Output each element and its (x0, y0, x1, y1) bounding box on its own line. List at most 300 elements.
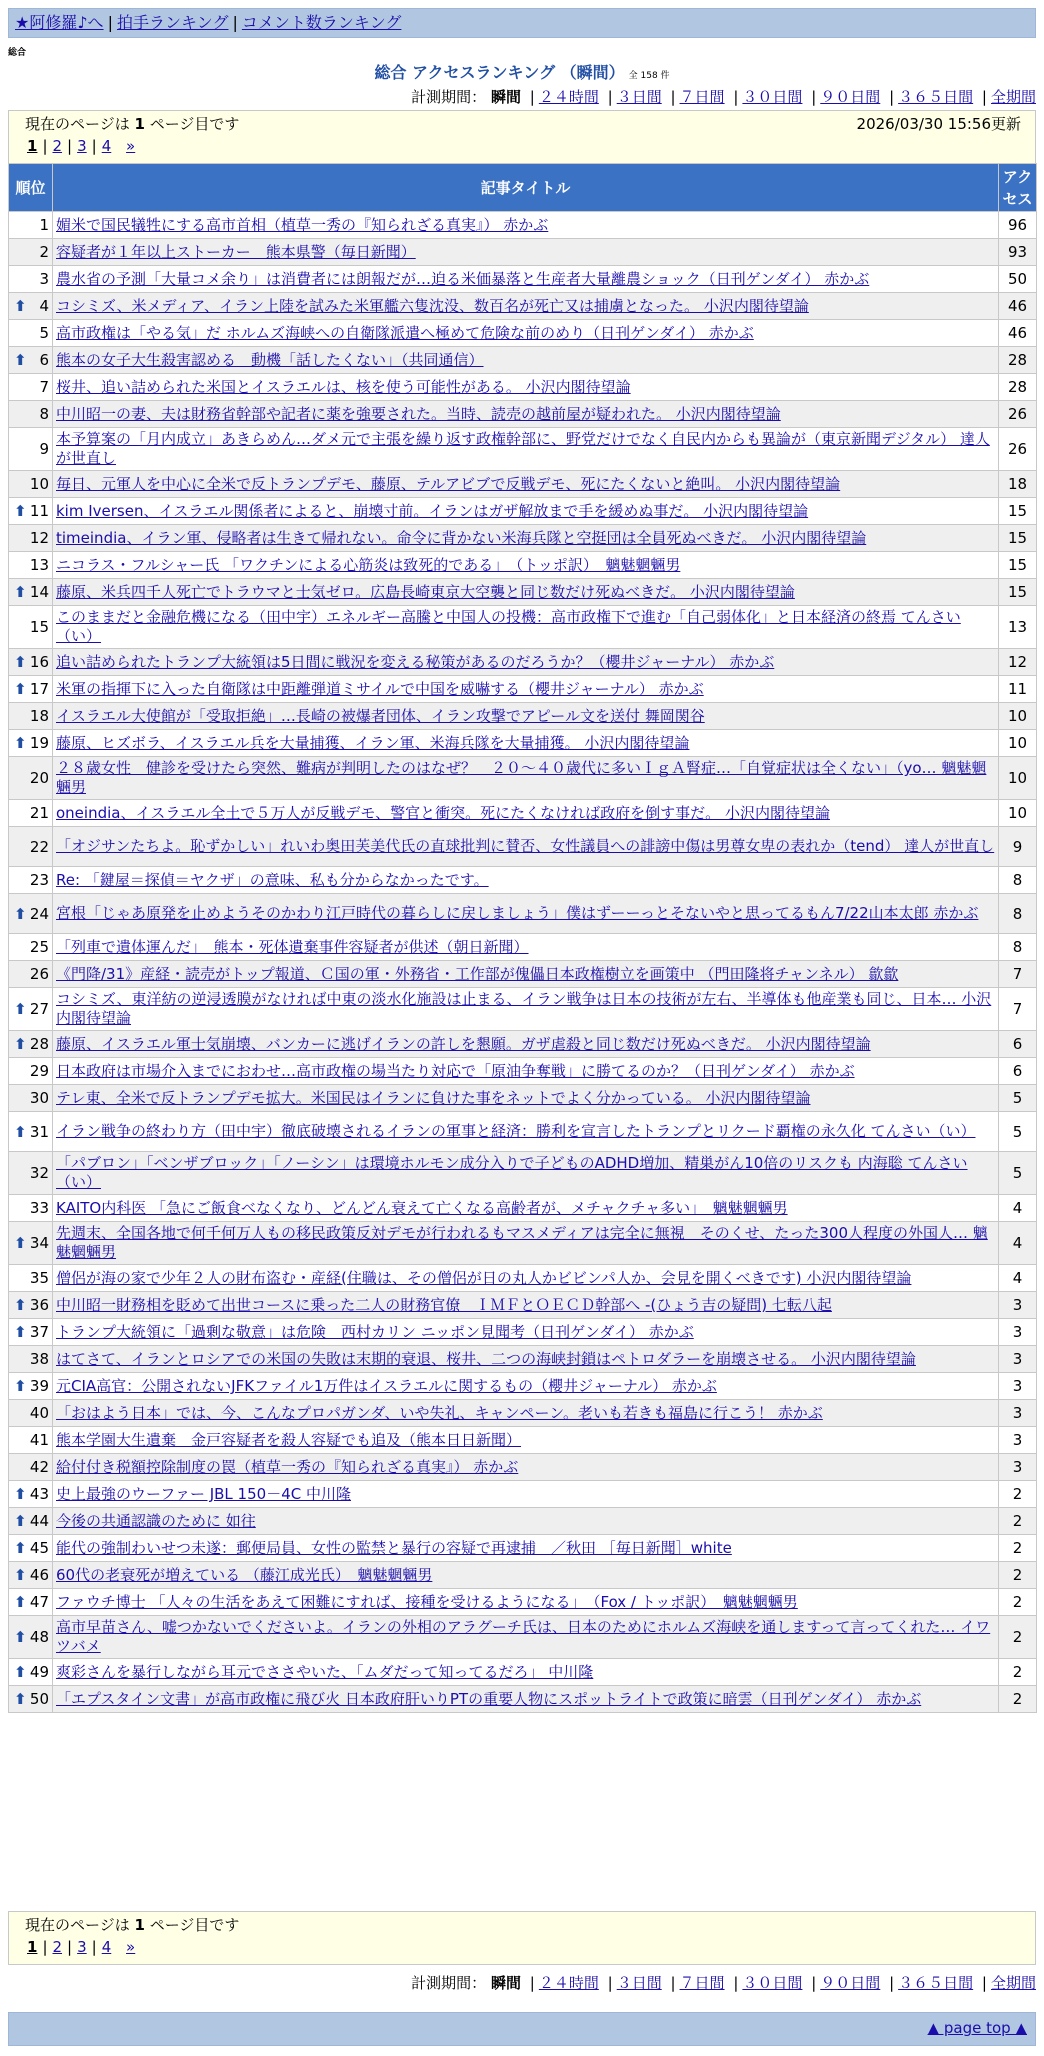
table-row (9, 320, 1037, 347)
title-cell (53, 703, 999, 730)
rank-number: 21 (29, 804, 49, 822)
access-count: 50 (999, 266, 1037, 293)
title-cell (53, 320, 999, 347)
rank-up-arrow-icon: ⬆ (14, 904, 27, 923)
rank-number: 19 (29, 734, 49, 752)
article-title-link[interactable]: 中川昭一の妻、夫は財務省幹部や記者に薬を強要された。当時、読売の越前屋が疑われた。 小沢内閣待望論 (56, 405, 781, 423)
article-title-link[interactable]: 熊本学園大生遺棄 金戸容疑者を殺人容疑でも追及（熊本日日新聞） (56, 1431, 522, 1449)
pager-link-4[interactable]: 4 (101, 1938, 112, 1956)
access-count: 10 (999, 757, 1037, 800)
period-link-24h[interactable]: ２４時間 (538, 88, 599, 106)
rank-cell (9, 1373, 53, 1400)
title-cell (53, 1319, 999, 1346)
title-cell (53, 1292, 999, 1319)
rank-number: 33 (29, 1199, 49, 1217)
page-info-top (8, 110, 1036, 164)
title-cell (53, 579, 999, 606)
pager-link-2[interactable]: 2 (52, 137, 63, 155)
pager-current: 1 (27, 137, 38, 155)
article-title-link[interactable]: 《門降/31》産経・読売がトップ報道、Ｃ国の軍・外務省・工作部が傀儡日本政権樹立を画策中 （門田隆将チャンネル） 歙歙 (56, 965, 899, 983)
rank-up-arrow-icon: ⬆ (14, 1539, 27, 1557)
rank-number: 49 (29, 1663, 49, 1681)
rank-cell (9, 498, 53, 525)
article-title-link[interactable]: kim Iversen、イスラエル関係者によると、崩壊寸前。イランはガザ解放まで手を緩めぬ事だ。 小沢内閣待望論 (56, 502, 809, 520)
title-cell (53, 1589, 999, 1616)
rank-number: 2 (39, 243, 49, 261)
rank-number: 47 (29, 1593, 49, 1611)
rank-number: 50 (29, 1690, 49, 1708)
pager-link-4[interactable]: 4 (101, 137, 112, 155)
rank-up-arrow-icon: ⬆ (14, 351, 27, 369)
access-count: 2 (999, 1589, 1037, 1616)
period-label: 計測期間： (411, 88, 487, 106)
article-title-link[interactable]: 桜井、追い詰められた米国とイスラエルは、核を使う可能性がある。 小沢内閣待望論 (56, 378, 631, 396)
title-cell (53, 757, 999, 800)
pager-next[interactable]: » (126, 1938, 136, 1956)
title-cell (53, 1346, 999, 1373)
article-title-link[interactable]: イラン戦争の終わり方（田中宇）徹底破壊されるイランの軍事と経済：勝利を宣言したトランプとリクード覇権の永久化 てんさい（い） (56, 1122, 976, 1140)
rank-cell (9, 1508, 53, 1535)
rank-cell (9, 552, 53, 579)
rank-up-arrow-icon: ⬆ (14, 653, 27, 671)
article-title-link[interactable]: ニコラス・フルシャー氏 「ワクチンによる心筋炎は致死的である」 （トッポ訳） 魑魅魍魎男 (56, 556, 681, 574)
page-top-link[interactable]: ▲ page top ▲ (927, 2019, 1027, 2037)
table-row (9, 961, 1037, 988)
pager-top: 1 | 2 | 3 | 4 » (27, 137, 136, 155)
rank-number: 17 (29, 680, 49, 698)
title-cell (53, 1373, 999, 1400)
article-title-link[interactable]: 僧侶が海の家で少年２人の財布盗む・産経(住職は、その僧侶が日の丸人かビビンパ人か、会見を開くべきです) 小沢内閣待望論 (56, 1269, 912, 1287)
rank-number: 14 (29, 583, 49, 601)
table-row (9, 1454, 1037, 1481)
rank-up-arrow-icon: ⬆ (14, 1234, 27, 1252)
title-cell (53, 1058, 999, 1085)
rank-number: 43 (29, 1485, 49, 1503)
access-count: 18 (999, 471, 1037, 498)
article-title-link[interactable]: ファウチ博士 「人々の生活をあえて困難にすれば、接種を受けるようになる」 （Fox / トッポ訳） 魑魅魍魎男 (56, 1593, 798, 1611)
table-row (9, 552, 1037, 579)
article-title-link[interactable]: 能代の強制わいせつ未遂：郵便局員、女性の監禁と暴行の容疑で再逮捕 ／秋田 ［毎日新聞］white (56, 1539, 732, 1557)
article-title-link[interactable]: KAITO内科医 「急にご飯食べなくなり、どんどん衰えて亡くなる高齢者が、メチャクチャ多い」 魑魅魍魎男 (56, 1199, 788, 1217)
period-selector-bottom: 計測期間： 瞬間 | ２４時間 | ３日間 | ７日間 | ３０日間 | ９０日間 | ３６５日間 | 全期間 (411, 1974, 1036, 1992)
rank-up-arrow-icon: ⬆ (14, 1593, 27, 1611)
access-count: 3 (999, 1373, 1037, 1400)
table-row (9, 827, 1037, 867)
access-count: 8 (999, 934, 1037, 961)
article-title-link[interactable]: コシミズ、米メディア、イラン上陸を試みた米軍艦六隻沈没、数百名が死亡又は捕虜となった。 小沢内閣待望論 (56, 297, 809, 315)
article-title-link[interactable]: 「列車で遺体運んだ」 熊本・死体遺棄事件容疑者が供述（朝日新聞） (56, 938, 529, 956)
access-count: 3 (999, 1292, 1037, 1319)
table-row (9, 1562, 1037, 1589)
rank-cell (9, 1535, 53, 1562)
table-row (9, 1222, 1037, 1265)
access-count: 3 (999, 1319, 1037, 1346)
rank-number: 38 (29, 1350, 49, 1368)
access-count: 28 (999, 347, 1037, 374)
rank-cell (9, 579, 53, 606)
rank-cell (9, 1292, 53, 1319)
rank-number: 27 (29, 1000, 49, 1018)
title-cell (53, 961, 999, 988)
article-title-link[interactable]: 藤原、ヒズボラ、イスラエル兵を大量捕獲、イラン軍、米海兵隊を大量捕獲。 小沢内閣待望論 (56, 734, 690, 752)
rank-number: 31 (29, 1122, 49, 1141)
article-title-link[interactable]: トランプ大統領に「過剰な敬意」は危険 西村カリン ニッポン見聞考（日刊ゲンダイ） 赤かぶ (56, 1323, 694, 1341)
rank-cell (9, 1195, 53, 1222)
rank-cell (9, 239, 53, 266)
rank-cell (9, 1085, 53, 1112)
rank-cell (9, 1152, 53, 1195)
title-cell (53, 266, 999, 293)
period-link-3d[interactable]: ３日間 (616, 88, 662, 106)
access-count: 3 (999, 1400, 1037, 1427)
bottom-bar (8, 2012, 1036, 2046)
table-row (9, 606, 1037, 649)
rank-up-arrow-icon: ⬆ (14, 1122, 27, 1141)
rank-cell (9, 730, 53, 757)
table-row (9, 1373, 1037, 1400)
rank-number: 10 (29, 475, 49, 493)
access-count: 2 (999, 1562, 1037, 1589)
period-current: 瞬間 (490, 88, 521, 106)
article-title-link[interactable]: 今後の共通認識のために 如往 (56, 1512, 256, 1530)
rank-cell (9, 649, 53, 676)
rank-cell (9, 867, 53, 894)
period-link-365d[interactable]: ３６５日間 (898, 88, 974, 106)
rank-up-arrow-icon: ⬆ (14, 1628, 27, 1646)
article-title-link[interactable]: 農水省の予測「大量コメ余り」は消費者には朗報だが…迫る米価暴落と生産者大量離農ショック（日刊ゲンダイ） 赤かぶ (56, 270, 870, 288)
pager-link-2[interactable]: 2 (52, 1938, 63, 1956)
table-row (9, 1152, 1037, 1195)
article-title-link[interactable]: 「パブロン」「ベンザブロック」「ノーシン」は環境ホルモン成分入りで子どものADHD増加、精巣がん10倍のリスクも 内海聡 てんさい（い） (56, 1154, 968, 1191)
rank-cell (9, 1031, 53, 1058)
table-row (9, 212, 1037, 239)
access-count: 4 (999, 1195, 1037, 1222)
title-cell (53, 1562, 999, 1589)
table-row (9, 1085, 1037, 1112)
rank-cell (9, 374, 53, 401)
period-link-365d[interactable]: ３６５日間 (898, 1974, 974, 1992)
period-label: 計測期間： (411, 1974, 487, 1992)
access-count: 5 (999, 1152, 1037, 1195)
rank-number: 34 (29, 1234, 49, 1252)
rank-cell (9, 961, 53, 988)
title-cell (53, 498, 999, 525)
rank-number: 24 (29, 904, 49, 923)
title-cell (53, 649, 999, 676)
pager-link-3[interactable]: 3 (77, 1938, 87, 1956)
article-title-link[interactable]: 先週末、全国各地で何千何万人もの移民政策反対デモが行われるもマスメディアは完全に無視 そのくせ、たった300人程度の外国人… 魑魅魍魎男 (56, 1224, 988, 1261)
updated-timestamp: 2026/03/30 15:56更新 (856, 115, 1021, 133)
article-title-link[interactable]: コシミズ、東洋紡の逆浸透膜がなければ中東の淡水化施設は止まる、イラン戦争は日本の技術が左右、半導体も他産業も同じ、日本… 小沢内閣待望論 (56, 990, 992, 1027)
access-count: 7 (999, 961, 1037, 988)
nav-link-asyura[interactable]: ★阿修羅♪へ (15, 13, 104, 32)
rank-number: 28 (29, 1035, 49, 1053)
rank-cell (9, 1454, 53, 1481)
access-count: 11 (999, 676, 1037, 703)
period-link-all[interactable]: 全期間 (990, 1974, 1036, 1992)
article-title-link[interactable]: 中川昭一財務相を貶めて出世コースに乗った二人の財務官僚 ＩＭＦとＯＥＣＤ幹部へ -(ひょう吉の疑問) 七転八起 (56, 1296, 832, 1314)
article-title-link[interactable]: 元CIA高官：公開されないJFKファイル1万件はイスラエルに関するもの（櫻井ジャーナル） 赤かぶ (56, 1377, 717, 1395)
access-count: 2 (999, 1481, 1037, 1508)
rank-cell (9, 934, 53, 961)
article-title-link[interactable]: 藤原、イスラエル軍士気崩壊、バンカーに逃げイランの許しを懇願。ガザ虐殺と同じ数だけ死ぬべきだ。 小沢内閣待望論 (56, 1035, 871, 1053)
access-count: 6 (999, 1031, 1037, 1058)
rank-cell (9, 401, 53, 428)
rank-number: 44 (29, 1512, 49, 1530)
rank-up-arrow-icon: ⬆ (14, 734, 27, 752)
access-count: 10 (999, 730, 1037, 757)
total-count: 全 158 件 (628, 71, 670, 81)
access-count: 6 (999, 1058, 1037, 1085)
table-row (9, 1292, 1037, 1319)
title-cell (53, 1085, 999, 1112)
table-row (9, 1195, 1037, 1222)
article-title-link[interactable]: Re: 「鍵屋＝探偵＝ヤクザ」の意味、私も分からなかったです。 (56, 871, 489, 889)
title-cell (53, 1686, 999, 1713)
title-cell (53, 1659, 999, 1686)
table-row (9, 471, 1037, 498)
rank-number: 15 (29, 618, 49, 636)
article-title-link[interactable]: 日本政府は市場介入までにおわせ…高市政権の場当たり対応で「原油争奪戦」に勝てるのか？（日刊ゲンダイ） 赤かぶ (56, 1062, 855, 1080)
rank-cell (9, 1346, 53, 1373)
access-count: 9 (999, 827, 1037, 867)
rank-number: 37 (29, 1323, 49, 1341)
title-cell (53, 428, 999, 471)
rank-up-arrow-icon: ⬆ (14, 1296, 27, 1314)
pager-bottom: 1 | 2 | 3 | 4 » (27, 1938, 136, 1956)
article-title-link[interactable]: 媚米で国民犠牲にする高市首相（植草一秀の『知られざる真実』） 赤かぶ (56, 216, 549, 234)
title-cell (53, 525, 999, 552)
period-link-7d[interactable]: ７日間 (679, 1974, 725, 1992)
rank-cell (9, 293, 53, 320)
article-title-link[interactable]: 爽彩さんを暴行しながら耳元でささやいた、「ムダだって知ってるだろ」 中川隆 (56, 1663, 594, 1681)
rank-number: 45 (29, 1539, 49, 1557)
header-access: アクセス (999, 164, 1037, 212)
title-cell (53, 1152, 999, 1195)
rank-cell (9, 676, 53, 703)
rank-number: 11 (29, 502, 49, 520)
title-cell (53, 1400, 999, 1427)
article-title-link[interactable]: 高市早苗さん、嘘つかないでくださいよ。イランの外相のアラグーチ氏は、日本のためにホルムズ海峡を通しますって言ってくれた… イワツバメ (56, 1618, 991, 1655)
article-title-link[interactable]: 毎日、元軍人を中心に全米で反トランプデモ、藤原、テルアビブで反戦デモ、死にたくないと絶叫。 小沢内閣待望論 (56, 475, 841, 493)
access-count: 15 (999, 552, 1037, 579)
access-count: 2 (999, 1686, 1037, 1713)
table-row (9, 1659, 1037, 1686)
article-title-link[interactable]: 給付付き税額控除制度の罠（植草一秀の『知られざる真実』） 赤かぶ (56, 1458, 519, 1476)
rank-number: 29 (29, 1062, 49, 1080)
rank-up-arrow-icon: ⬆ (14, 583, 27, 601)
rank-cell (9, 428, 53, 471)
title-cell (53, 676, 999, 703)
rank-number: 4 (39, 297, 49, 315)
period-link-30d[interactable]: ３０日間 (742, 1974, 803, 1992)
rank-up-arrow-icon: ⬆ (14, 1377, 27, 1395)
access-count: 7 (999, 988, 1037, 1031)
rank-up-arrow-icon: ⬆ (14, 1035, 27, 1053)
title-cell (53, 1222, 999, 1265)
rank-up-arrow-icon: ⬆ (14, 1566, 27, 1584)
rank-number: 39 (29, 1377, 49, 1395)
rank-number: 6 (39, 351, 49, 369)
rank-number: 16 (29, 653, 49, 671)
access-count: 12 (999, 649, 1037, 676)
access-count: 28 (999, 374, 1037, 401)
title-cell (53, 988, 999, 1031)
table-row (9, 374, 1037, 401)
rank-up-arrow-icon: ⬆ (14, 1323, 27, 1341)
article-title-link[interactable]: 米軍の指揮下に入った自衛隊は中距離弾道ミサイルで中国を威嚇する（櫻井ジャーナル） 赤かぶ (56, 680, 704, 698)
article-title-link[interactable]: 60代の老衰死が増えている （藤江成光氏） 魑魅魍魎男 (56, 1566, 433, 1584)
period-link-all[interactable]: 全期間 (990, 88, 1036, 106)
table-row (9, 1508, 1037, 1535)
rank-cell (9, 1562, 53, 1589)
table-row (9, 293, 1037, 320)
article-title-link[interactable]: oneindia、イスラエル全土で５万人が反戦デモ、警官と衝突。死にたくなければ政府を倒す事だ。 小沢内閣待望論 (56, 804, 830, 822)
title-cell (53, 1508, 999, 1535)
access-count: 26 (999, 401, 1037, 428)
access-count: 15 (999, 579, 1037, 606)
nav-separator: | (232, 13, 238, 32)
rank-number: 12 (29, 529, 49, 547)
rank-number: 41 (29, 1431, 49, 1449)
period-link-90d[interactable]: ９０日間 (820, 1974, 881, 1992)
article-title-link[interactable]: 熊本の女子大生殺害認める 動機「話したくない」（共同通信） (56, 351, 484, 369)
rank-up-arrow-icon: ⬆ (14, 680, 27, 698)
rank-up-arrow-icon: ⬆ (14, 1000, 27, 1018)
article-title-link[interactable]: 「エプスタイン文書」が高市政権に飛び火 日本政府肝いりPTの重要人物にスポットライトで政策に暗雲（日刊ゲンダイ） 赤かぶ (56, 1690, 922, 1708)
rank-cell (9, 1659, 53, 1686)
rank-number: 7 (39, 378, 49, 396)
title-cell (53, 1481, 999, 1508)
pager-link-3[interactable]: 3 (77, 137, 87, 155)
table-row (9, 867, 1037, 894)
header-rank: 順位 (9, 164, 53, 212)
article-title-link[interactable]: イスラエル大使館が「受取拒絶」…長崎の被爆者団体、イラン攻撃でアピール文を送付 舞岡関谷 (56, 707, 705, 725)
title-cell (53, 730, 999, 757)
access-count: 8 (999, 867, 1037, 894)
rank-cell (9, 212, 53, 239)
rank-cell (9, 320, 53, 347)
article-title-link[interactable]: 「おはよう日本」では、今、こんなプロパガンダ、いや失礼、キャンペーン。老いも若きも福島に行こう！ 赤かぶ (56, 1404, 823, 1422)
rank-cell (9, 1222, 53, 1265)
table-row (9, 649, 1037, 676)
title-cell (53, 1535, 999, 1562)
rank-cell (9, 471, 53, 498)
article-title-link[interactable]: 追い詰められたトランプ大統領は5日間に戦況を変える秘策があるのだろうか？（櫻井ジャーナル） 赤かぶ (56, 653, 775, 671)
access-count: 5 (999, 1085, 1037, 1112)
article-title-link[interactable]: 高市政権は「やる気」だ ホルムズ海峡への自衛隊派遣へ極めて危険な前のめり（日刊ゲンダイ） 赤かぶ (56, 324, 754, 342)
table-row (9, 988, 1037, 1031)
rank-number: 35 (29, 1269, 49, 1287)
category-label: 総合 (8, 48, 27, 58)
title-cell (53, 606, 999, 649)
access-count: 4 (999, 1265, 1037, 1292)
article-title-link[interactable]: 本予算案の「月内成立」あきらめん…ダメ元で主張を繰り返す政権幹部に、野党だけでなく自民内からも異論が（東京新聞デジタル） 達人が世直し (56, 430, 990, 467)
title-cell (53, 867, 999, 894)
table-row (9, 579, 1037, 606)
period-link-24h[interactable]: ２４時間 (538, 1974, 599, 1992)
table-row (9, 934, 1037, 961)
table-row (9, 1589, 1037, 1616)
page-title-text: 総合 アクセスランキング （瞬間） (374, 63, 625, 82)
article-title-link[interactable]: このままだと金融危機になる（田中宇）エネルギー高騰と中国人の投機：高市政権下で進む「自己弱体化」と日本経済の終焉 てんさい（い） (56, 608, 961, 645)
rank-cell (9, 1481, 53, 1508)
ranking-body (9, 212, 1037, 1713)
article-title-link[interactable]: 容疑者が１年以上ストーカー 熊本県警（毎日新聞） (56, 243, 416, 261)
table-row (9, 401, 1037, 428)
article-title-link[interactable]: 宮根「じゃあ原発を止めようそのかわり江戸時代の暮らしに戻しましょう」僕はずーーっとそないやと思ってるもん7/22山本太郎 赤かぶ (56, 904, 979, 922)
table-row (9, 1058, 1037, 1085)
page-title (0, 60, 1044, 83)
article-title-link[interactable]: 「オジサンたちよ。恥ずかしい」れいわ奥田芙美代氏の直球批判に賛否、女性議員への誹謗中傷は男尊女卑の表れか（tend） 達人が世直し (56, 837, 995, 855)
header-title: 記事タイトル (53, 164, 999, 212)
access-count: 4 (999, 1222, 1037, 1265)
rank-up-arrow-icon: ⬆ (14, 1663, 27, 1681)
rank-number: 20 (29, 769, 49, 787)
access-count: 2 (999, 1659, 1037, 1686)
table-row (9, 1616, 1037, 1659)
rank-cell (9, 1400, 53, 1427)
rank-number: 9 (39, 440, 49, 458)
article-title-link[interactable]: 史上最強のウーファー JBL 150－4C 中川隆 (56, 1485, 351, 1503)
access-count: 13 (999, 606, 1037, 649)
table-row (9, 266, 1037, 293)
nav-link-comment-ranking[interactable]: コメント数ランキング (241, 13, 402, 32)
access-count: 2 (999, 1616, 1037, 1659)
rank-number: 30 (29, 1089, 49, 1107)
page-info-bottom (8, 1911, 1036, 1965)
period-link-90d[interactable]: ９０日間 (820, 88, 881, 106)
title-cell (53, 1616, 999, 1659)
table-row (9, 428, 1037, 471)
rank-cell (9, 1686, 53, 1713)
table-row (9, 800, 1037, 827)
title-cell (53, 293, 999, 320)
rank-cell (9, 1058, 53, 1085)
rank-cell (9, 1265, 53, 1292)
pager-current: 1 (27, 1938, 38, 1956)
article-title-link[interactable]: 藤原、米兵四千人死亡でトラウマと士気ゼロ。広島長崎東京大空襲と同じ数だけ死ぬべきだ。 小沢内閣待望論 (56, 583, 795, 601)
rank-up-arrow-icon: ⬆ (14, 1485, 27, 1503)
rank-number: 25 (29, 938, 49, 956)
rank-number: 32 (29, 1164, 49, 1182)
title-cell (53, 471, 999, 498)
access-count: 93 (999, 239, 1037, 266)
period-selector-top: 計測期間： 瞬間 | ２４時間 | ３日間 | ７日間 | ３０日間 | ９０日間 | ３６５日間 | 全期間 (411, 88, 1036, 106)
nav-link-clap-ranking[interactable]: 拍手ランキング (116, 13, 229, 32)
article-title-link[interactable]: テレ東、全米で反トランプデモ拡大。米国民はイランに負けた事をネットでよく分かっている。 小沢内閣待望論 (56, 1089, 811, 1107)
title-cell (53, 1031, 999, 1058)
period-link-3d[interactable]: ３日間 (616, 1974, 662, 1992)
rank-number: 18 (29, 707, 49, 725)
rank-cell (9, 827, 53, 867)
article-title-link[interactable]: timeindia、イラン軍、侵略者は生きて帰れない。命令に背かない米海兵隊と空挺団は全員死ぬべきだ。 小沢内閣待望論 (56, 529, 867, 547)
pager-next[interactable]: » (126, 137, 136, 155)
title-cell (53, 374, 999, 401)
rank-number: 40 (29, 1404, 49, 1422)
access-count: 10 (999, 703, 1037, 730)
access-count: 15 (999, 525, 1037, 552)
rank-cell (9, 266, 53, 293)
table-row (9, 1031, 1037, 1058)
period-link-30d[interactable]: ３０日間 (742, 88, 803, 106)
access-count: 96 (999, 212, 1037, 239)
article-title-link[interactable]: はてさて、イランとロシアでの米国の失敗は末期的衰退、桜井、二つの海峡封鎖はペトロダラーを崩壊させる。 小沢内閣待望論 (56, 1350, 916, 1368)
title-cell (53, 800, 999, 827)
period-link-7d[interactable]: ７日間 (679, 88, 725, 106)
rank-number: 8 (39, 405, 49, 423)
article-title-link[interactable]: ２８歳女性 健診を受けたら突然、難病が判明したのはなぜ？ ２０～４０歳代に多いＩｇＡ腎症…「自覚症状は全くない」（yo… 魑魅魍魎男 (56, 759, 987, 796)
